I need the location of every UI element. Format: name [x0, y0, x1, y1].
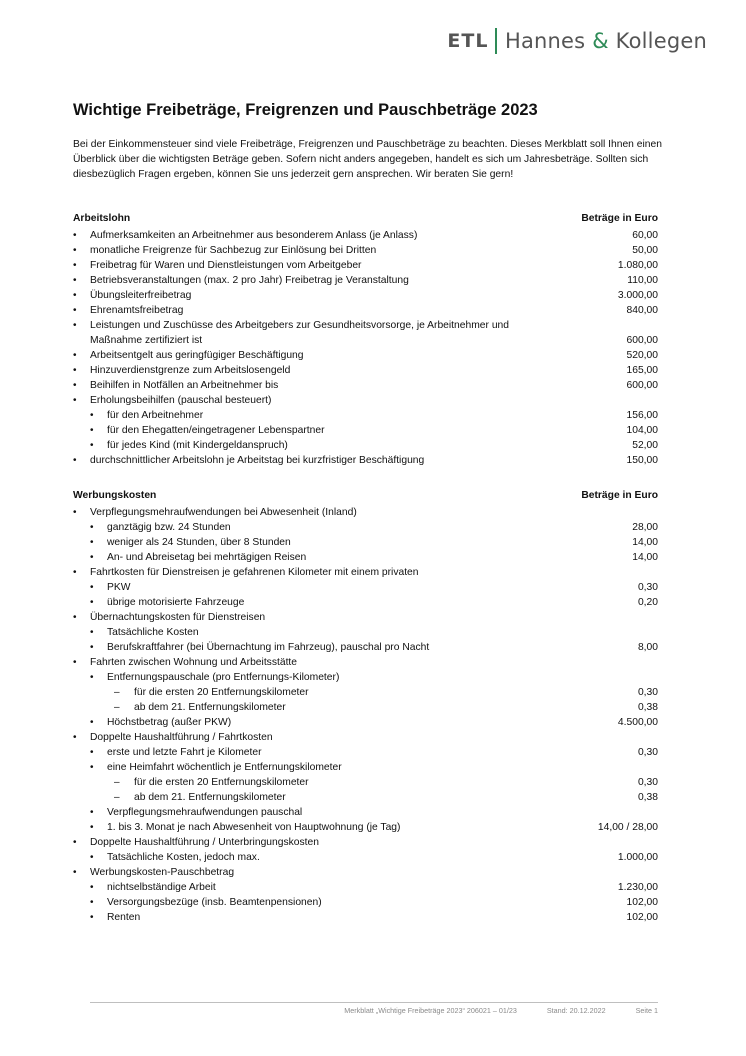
- bullet-icon: •: [73, 395, 77, 406]
- item-list: [73, 228, 658, 468]
- bullet-icon: •: [73, 612, 77, 623]
- list-item: [73, 745, 658, 760]
- item-label: Betriebsveranstaltungen (max. 2 pro Jahr) Freibetrag je Veranstaltung: [90, 275, 409, 286]
- item-amount: 110,00: [627, 275, 658, 286]
- bullet-icon: •: [73, 245, 77, 256]
- bullet-icon: •: [90, 882, 94, 893]
- item-label: Versorgungsbezüge (insb. Beamtenpensionen): [107, 897, 322, 908]
- list-item: [73, 520, 658, 535]
- item-label: Werbungskosten-Pauschbetrag: [90, 867, 235, 878]
- list-item: [73, 348, 658, 363]
- item-text: [73, 910, 140, 925]
- list-item: [73, 550, 658, 565]
- item-text: [73, 363, 290, 378]
- item-text: [73, 303, 183, 318]
- list-item: [73, 880, 658, 895]
- list-item: [73, 700, 658, 715]
- bullet-icon: •: [73, 567, 77, 578]
- item-text: [73, 453, 424, 468]
- list-item: [73, 640, 658, 655]
- list-item: [73, 625, 658, 640]
- item-label: Fahrten zwischen Wohnung und Arbeitsstätte: [90, 657, 298, 668]
- item-text: [73, 228, 417, 243]
- bullet-icon: •: [90, 425, 94, 436]
- item-label: für den Arbeitnehmer: [107, 410, 204, 421]
- item-text: [73, 243, 376, 258]
- section-title: Arbeitslohn: [73, 213, 131, 224]
- bullet-icon: •: [90, 582, 94, 593]
- item-text: [73, 895, 322, 910]
- bullet-icon: •: [73, 350, 77, 361]
- item-amount: 0,30: [637, 687, 658, 698]
- list-item: [73, 378, 658, 393]
- item-amount: 0,30: [637, 582, 658, 593]
- item-label: ab dem 21. Entfernungskilometer: [134, 702, 286, 713]
- logo-brand: ETL: [447, 30, 489, 52]
- item-list: [73, 505, 658, 925]
- list-item: [73, 715, 658, 730]
- item-text: [73, 760, 342, 775]
- item-text: [73, 775, 309, 790]
- item-label: Verpflegungsmehraufwendungen bei Abwesenheit (Inland): [90, 507, 357, 518]
- logo-name-part2: Kollegen: [615, 29, 707, 53]
- item-text: [73, 535, 291, 550]
- item-amount: 28,00: [632, 522, 658, 533]
- item-amount: 600,00: [626, 380, 658, 391]
- bullet-icon: •: [73, 380, 77, 391]
- list-item: [73, 685, 658, 700]
- item-text: [73, 580, 130, 595]
- bullet-icon: •: [73, 320, 77, 331]
- item-label: Hinzuverdienstgrenze zum Arbeitslosengeld: [90, 365, 291, 376]
- item-label: PKW: [107, 582, 131, 593]
- amount-column-header: Beträge in Euro: [581, 213, 658, 224]
- item-label: ganztägig bzw. 24 Stunden: [107, 522, 231, 533]
- bullet-icon: •: [73, 230, 77, 241]
- section-arbeitslohn: [73, 211, 658, 468]
- item-label: nichtselbständige Arbeit: [107, 882, 216, 893]
- list-item: [73, 438, 658, 453]
- dash-icon: –: [114, 792, 120, 803]
- item-amount: 600,00: [626, 335, 658, 346]
- item-label: Berufskraftfahrer (bei Übernachtung im Fahrzeug), pauschal pro Nacht: [107, 642, 430, 653]
- item-label: weniger als 24 Stunden, über 8 Stunden: [107, 537, 291, 548]
- amount-column-header: Beträge in Euro: [581, 490, 658, 501]
- bullet-icon: •: [90, 807, 94, 818]
- dash-icon: –: [114, 687, 120, 698]
- bullet-icon: •: [73, 455, 77, 466]
- item-amount: 165,00: [626, 365, 658, 376]
- item-amount: 0,30: [637, 747, 658, 758]
- item-label: übrige motorisierte Fahrzeuge: [107, 597, 245, 608]
- bullet-icon: •: [73, 260, 77, 271]
- item-amount: 1.000,00: [617, 852, 658, 863]
- section-header: [73, 488, 658, 503]
- list-item: [73, 655, 658, 670]
- item-label: durchschnittlicher Arbeitslohn je Arbeitstag bei kurzfristiger Beschäftigung: [90, 455, 425, 466]
- section-werbungskosten: [73, 488, 658, 925]
- item-text: [73, 730, 273, 745]
- item-text: [73, 288, 191, 303]
- item-amount: 0,38: [637, 702, 658, 713]
- bullet-icon: •: [90, 912, 94, 923]
- bullet-icon: •: [90, 897, 94, 908]
- item-text: [73, 423, 325, 438]
- item-label: monatliche Freigrenze für Sachbezug zur Einlösung bei Dritten: [90, 245, 377, 256]
- list-item: [73, 760, 658, 775]
- bullet-icon: •: [90, 537, 94, 548]
- list-item: [73, 910, 658, 925]
- item-amount: 150,00: [626, 455, 658, 466]
- logo-name-part1: Hannes: [504, 29, 586, 53]
- item-label: Übernachtungskosten für Dienstreisen: [90, 612, 266, 623]
- list-item: [73, 363, 658, 378]
- item-amount: 14,00: [632, 552, 658, 563]
- item-text: [73, 820, 400, 835]
- item-label: Leistungen und Zuschüsse des Arbeitgebers zur Gesundheitsvorsorge, je Arbeitnehmer und Maßnahme zertifiziert ist: [90, 320, 509, 346]
- item-label: Arbeitsentgelt aus geringfügiger Beschäftigung: [90, 350, 304, 361]
- page-title: Wichtige Freibeträge, Freigrenzen und Pauschbeträge 2023: [73, 101, 538, 119]
- item-amount: 840,00: [626, 305, 658, 316]
- dash-icon: –: [114, 777, 120, 788]
- list-item: [73, 243, 658, 258]
- list-item: [73, 850, 658, 865]
- item-label: für die ersten 20 Entfernungskilometer: [134, 777, 309, 788]
- item-label: eine Heimfahrt wöchentlich je Entfernungskilometer: [107, 762, 342, 773]
- item-text: [73, 565, 419, 580]
- item-label: Aufmerksamkeiten an Arbeitnehmer aus besonderem Anlass (je Anlass): [90, 230, 418, 241]
- item-label: ab dem 21. Entfernungskilometer: [134, 792, 286, 803]
- bullet-icon: •: [73, 837, 77, 848]
- item-text: [73, 670, 339, 685]
- item-text: [73, 625, 199, 640]
- bullet-icon: •: [73, 867, 77, 878]
- item-label: Fahrtkosten für Dienstreisen je gefahrenen Kilometer mit einem privaten: [90, 567, 419, 578]
- item-label: Freibetrag für Waren und Dienstleistungen vom Arbeitgeber: [90, 260, 362, 271]
- bullet-icon: •: [90, 642, 94, 653]
- bullet-icon: •: [90, 822, 94, 833]
- item-amount: 0,30: [637, 777, 658, 788]
- bullet-icon: •: [90, 410, 94, 421]
- item-label: An- und Abreisetag bei mehrtägigen Reisen: [107, 552, 307, 563]
- item-amount: 4.500,00: [617, 717, 658, 728]
- list-item: [73, 820, 658, 835]
- item-text: [73, 408, 203, 423]
- item-label: erste und letzte Fahrt je Kilometer: [107, 747, 262, 758]
- item-text: [73, 865, 234, 880]
- list-item: [73, 258, 658, 273]
- section-title: Werbungskosten: [73, 490, 157, 501]
- footer-date: Stand: 20.12.2022: [546, 1006, 606, 1015]
- item-text: [73, 520, 231, 535]
- item-label: Ehrenamtsfreibetrag: [90, 305, 184, 316]
- bullet-icon: •: [73, 732, 77, 743]
- footer-document-id: Merkblatt „Wichtige Freibeträge 2023“ 206021 – 01/23: [344, 1006, 517, 1015]
- list-item: [73, 303, 658, 318]
- item-text: [73, 550, 306, 565]
- item-text: [73, 610, 265, 625]
- bullet-icon: •: [90, 717, 94, 728]
- list-item: [73, 453, 658, 468]
- item-text: [73, 273, 409, 288]
- item-label: Höchstbetrag (außer PKW): [107, 717, 232, 728]
- list-item: [73, 895, 658, 910]
- item-amount: 1.080,00: [617, 260, 658, 271]
- dash-icon: –: [114, 702, 120, 713]
- item-amount: 52,00: [632, 440, 658, 451]
- item-text: [73, 715, 231, 730]
- list-item: [73, 228, 658, 243]
- item-label: Übungsleiterfreibetrag: [90, 290, 192, 301]
- item-label: Tatsächliche Kosten: [107, 627, 199, 638]
- list-item: [73, 408, 658, 423]
- list-item: [73, 580, 658, 595]
- intro-paragraph: Bei der Einkommensteuer sind viele Freibeträge, Freigrenzen und Pauschbeträge zu beachten. Dieses Merkblatt soll Ihnen einen Überblick über die wichtigsten Beträge geben. Sofern nicht anders angegeben, handelt es sich um Jahresbeträge. Sollten sich diesbezüglich Fragen ergeben, können Sie uns jederzeit gern ansprechen. Wir beraten Sie gern!: [73, 139, 662, 180]
- list-item: [73, 273, 658, 288]
- bullet-icon: •: [90, 747, 94, 758]
- logo-divider: [495, 28, 497, 54]
- item-text: [73, 880, 216, 895]
- item-text: [73, 745, 262, 760]
- item-label: Doppelte Haushaltführung / Unterbringungskosten: [90, 837, 319, 848]
- item-label: Renten: [107, 912, 141, 923]
- company-logo: [447, 27, 707, 55]
- item-text: [73, 318, 553, 348]
- list-item: [73, 730, 658, 745]
- item-label: Beihilfen in Notfällen an Arbeitnehmer bis: [90, 380, 279, 391]
- item-amount: 156,00: [626, 410, 658, 421]
- page-footer: [90, 1006, 658, 1015]
- item-amount: 3.000,00: [617, 290, 658, 301]
- list-item: [73, 288, 658, 303]
- bullet-icon: •: [90, 627, 94, 638]
- list-item: [73, 670, 658, 685]
- item-amount: 50,00: [632, 245, 658, 256]
- list-item: [73, 595, 658, 610]
- item-text: [73, 438, 288, 453]
- list-item: [73, 393, 658, 408]
- item-text: [73, 378, 278, 393]
- bullet-icon: •: [90, 852, 94, 863]
- item-amount: 14,00 / 28,00: [597, 822, 658, 833]
- item-label: für den Ehegatten/eingetragener Lebenspartner: [107, 425, 325, 436]
- bullet-icon: •: [90, 552, 94, 563]
- item-text: [73, 685, 309, 700]
- bullet-icon: •: [73, 305, 77, 316]
- item-label: für jedes Kind (mit Kindergeldanspruch): [107, 440, 288, 451]
- item-amount: 102,00: [626, 897, 658, 908]
- list-item: [73, 865, 658, 880]
- item-text: [73, 348, 304, 363]
- bullet-icon: •: [90, 597, 94, 608]
- item-amount: 104,00: [626, 425, 658, 436]
- bullet-icon: •: [73, 365, 77, 376]
- item-label: 1. bis 3. Monat je nach Abwesenheit von Hauptwohnung (je Tag): [107, 822, 401, 833]
- section-header: [73, 211, 658, 226]
- item-amount: 520,00: [626, 350, 658, 361]
- item-text: [73, 393, 271, 408]
- item-amount: 60,00: [632, 230, 658, 241]
- list-item: [73, 835, 658, 850]
- item-amount: 1.230,00: [617, 882, 658, 893]
- item-text: [73, 505, 357, 520]
- footer-page-number: Seite 1: [635, 1006, 658, 1015]
- list-item: [73, 805, 658, 820]
- item-amount: 102,00: [626, 912, 658, 923]
- item-text: [73, 835, 319, 850]
- bullet-icon: •: [73, 507, 77, 518]
- bullet-icon: •: [90, 522, 94, 533]
- list-item: [73, 610, 658, 625]
- bullet-icon: •: [73, 275, 77, 286]
- item-text: [73, 850, 260, 865]
- list-item: [73, 423, 658, 438]
- item-label: für die ersten 20 Entfernungskilometer: [134, 687, 309, 698]
- item-label: Erholungsbeihilfen (pauschal besteuert): [90, 395, 272, 406]
- item-label: Tatsächliche Kosten, jedoch max.: [107, 852, 260, 863]
- item-amount: 14,00: [632, 537, 658, 548]
- list-item: [73, 505, 658, 520]
- list-item: [73, 318, 658, 348]
- list-item: [73, 790, 658, 805]
- item-amount: 0,20: [637, 597, 658, 608]
- item-text: [73, 655, 297, 670]
- bullet-icon: •: [73, 290, 77, 301]
- item-text: [73, 700, 286, 715]
- item-text: [73, 790, 286, 805]
- logo-ampersand: &: [592, 29, 609, 53]
- item-text: [73, 595, 244, 610]
- list-item: [73, 775, 658, 790]
- bullet-icon: •: [73, 657, 77, 668]
- item-text: [73, 640, 429, 655]
- footer-divider: [90, 1002, 658, 1003]
- bullet-icon: •: [90, 440, 94, 451]
- bullet-icon: •: [90, 672, 94, 683]
- item-label: Doppelte Haushaltführung / Fahrtkosten: [90, 732, 273, 743]
- bullet-icon: •: [90, 762, 94, 773]
- list-item: [73, 565, 658, 580]
- item-amount: 8,00: [637, 642, 658, 653]
- item-label: Verpflegungsmehraufwendungen pauschal: [107, 807, 303, 818]
- item-amount: 0,38: [637, 792, 658, 803]
- item-text: [73, 805, 302, 820]
- item-label: Entfernungspauschale (pro Entfernungs-Kilometer): [107, 672, 340, 683]
- item-text: [73, 258, 362, 273]
- list-item: [73, 535, 658, 550]
